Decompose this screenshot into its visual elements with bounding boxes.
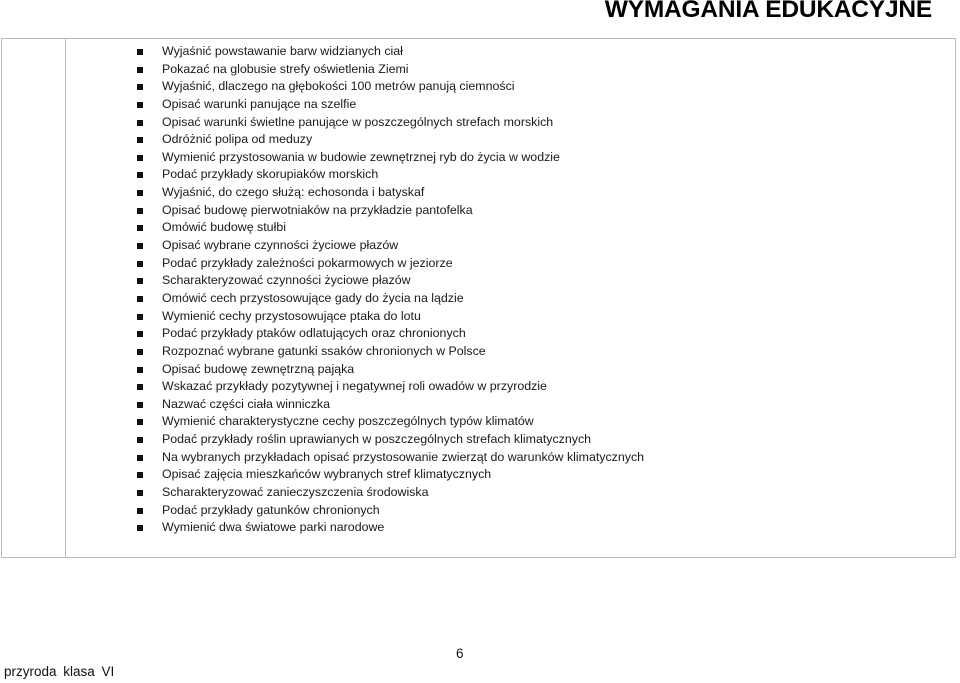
requirement-item — [136, 413, 644, 431]
square-bullet-icon — [137, 155, 143, 161]
requirement-text: Opisać budowę zewnętrzną pająka — [162, 361, 355, 376]
requirement-text: Wyjaśnić, do czego służą: echosonda i batyskaf — [162, 185, 425, 200]
requirement-item — [136, 131, 644, 149]
requirement-text: Scharakteryzować zanieczyszczenia środowiska — [162, 485, 429, 500]
square-bullet-icon — [137, 243, 143, 249]
square-bullet-icon — [137, 225, 143, 231]
requirement-item — [136, 78, 644, 96]
square-bullet-icon — [137, 102, 143, 108]
requirement-item — [136, 219, 644, 237]
square-bullet-icon — [137, 120, 143, 126]
requirement-item — [136, 166, 644, 184]
square-bullet-icon — [137, 137, 143, 143]
requirement-item — [136, 202, 644, 220]
requirement-item — [136, 61, 644, 79]
square-bullet-icon — [137, 419, 143, 425]
requirement-item — [136, 325, 644, 343]
square-bullet-icon — [137, 67, 143, 73]
square-bullet-icon — [137, 172, 143, 178]
requirement-text: Opisać zajęcia mieszkańców wybranych stref klimatycznych — [162, 467, 492, 482]
square-bullet-icon — [137, 278, 143, 284]
table-column-divider — [65, 39, 66, 557]
square-bullet-icon — [137, 49, 143, 55]
square-bullet-icon — [137, 84, 143, 90]
square-bullet-icon — [137, 367, 143, 373]
square-bullet-icon — [137, 208, 143, 214]
square-bullet-icon — [137, 455, 143, 461]
square-bullet-icon — [137, 190, 143, 196]
requirement-text: Opisać warunki panujące na szelfie — [162, 96, 357, 111]
requirement-text: Na wybranych przykładach opisać przystosowanie zwierząt do warunków klimatycznych — [162, 449, 645, 464]
requirement-item — [136, 396, 644, 414]
requirement-text: Podać przykłady skorupiaków morskich — [162, 167, 379, 182]
square-bullet-icon — [137, 402, 143, 408]
requirement-text: Pokazać na globusie strefy oświetlenia Ziemi — [162, 61, 409, 76]
requirement-text: Podać przykłady ptaków odlatujących oraz chronionych — [162, 326, 466, 341]
requirement-text: Wyjaśnić powstawanie barw widzianych ciał — [162, 44, 403, 58]
requirement-item — [136, 255, 644, 273]
square-bullet-icon — [137, 508, 143, 514]
requirement-text: Rozpoznać wybrane gatunki ssaków chronionych w Polsce — [162, 343, 486, 358]
requirement-item — [136, 378, 644, 396]
requirement-item — [136, 484, 644, 502]
requirement-item — [136, 290, 644, 308]
square-bullet-icon — [137, 349, 143, 355]
square-bullet-icon — [137, 331, 143, 337]
footer-subject-label: przyroda klasa VI — [4, 664, 115, 679]
requirement-item — [136, 43, 644, 61]
requirement-item — [136, 308, 644, 326]
requirement-item — [136, 343, 644, 361]
square-bullet-icon — [137, 472, 143, 478]
requirement-text: Wymienić dwa światowe parki narodowe — [162, 520, 385, 535]
requirement-text: Wymienić cechy przystosowujące ptaka do lotu — [162, 308, 421, 323]
requirement-item — [136, 96, 644, 114]
requirement-item — [136, 502, 644, 520]
square-bullet-icon — [137, 437, 143, 443]
page-number: 6 — [456, 646, 464, 661]
requirement-text: Podać przykłady gatunków chronionych — [162, 502, 380, 517]
requirement-text: Opisać warunki świetlne panujące w poszczególnych strefach morskich — [162, 114, 554, 129]
requirement-item — [136, 519, 644, 537]
square-bullet-icon — [137, 296, 143, 302]
square-bullet-icon — [137, 525, 143, 531]
requirement-text: Opisać wybrane czynności życiowe płazów — [162, 238, 399, 253]
requirement-item — [136, 272, 644, 290]
requirement-text: Wskazać przykłady pozytywnej i negatywnej roli owadów w przyrodzie — [162, 379, 547, 394]
requirements-list — [136, 43, 644, 537]
square-bullet-icon — [137, 261, 143, 267]
requirement-text: Omówić budowę stułbi — [162, 220, 286, 235]
requirement-text: Wymienić charakterystyczne cechy poszczególnych typów klimatów — [162, 414, 534, 429]
requirement-item — [136, 466, 644, 484]
square-bullet-icon — [137, 490, 143, 496]
requirement-text: Podać przykłady roślin uprawianych w poszczególnych strefach klimatycznych — [162, 432, 592, 447]
requirement-item — [136, 149, 644, 167]
square-bullet-icon — [137, 384, 143, 390]
requirement-item — [136, 361, 644, 379]
square-bullet-icon — [137, 314, 143, 320]
requirement-text: Odróżnić polipa od meduzy — [162, 132, 313, 147]
requirement-text: Wymienić przystosowania w budowie zewnętrznej ryb do życia w wodzie — [162, 149, 560, 164]
requirement-item — [136, 114, 644, 132]
requirement-text: Wyjaśnić, dlaczego na głębokości 100 metrów panują ciemności — [162, 79, 515, 94]
requirement-item — [136, 449, 644, 467]
page-title: WYMAGANIA EDUKACYJNE — [604, 0, 932, 23]
requirement-text: Nazwać części ciała winniczka — [162, 396, 331, 411]
requirement-item — [136, 184, 644, 202]
requirement-text: Opisać budowę pierwotniaków na przykładzie pantofelka — [162, 202, 473, 217]
requirement-text: Omówić cech przystosowujące gady do życia na lądzie — [162, 290, 464, 305]
requirement-text: Scharakteryzować czynności życiowe płazów — [162, 273, 411, 288]
requirement-item — [136, 431, 644, 449]
requirement-item — [136, 237, 644, 255]
requirement-text: Podać przykłady zależności pokarmowych w jeziorze — [162, 255, 453, 270]
